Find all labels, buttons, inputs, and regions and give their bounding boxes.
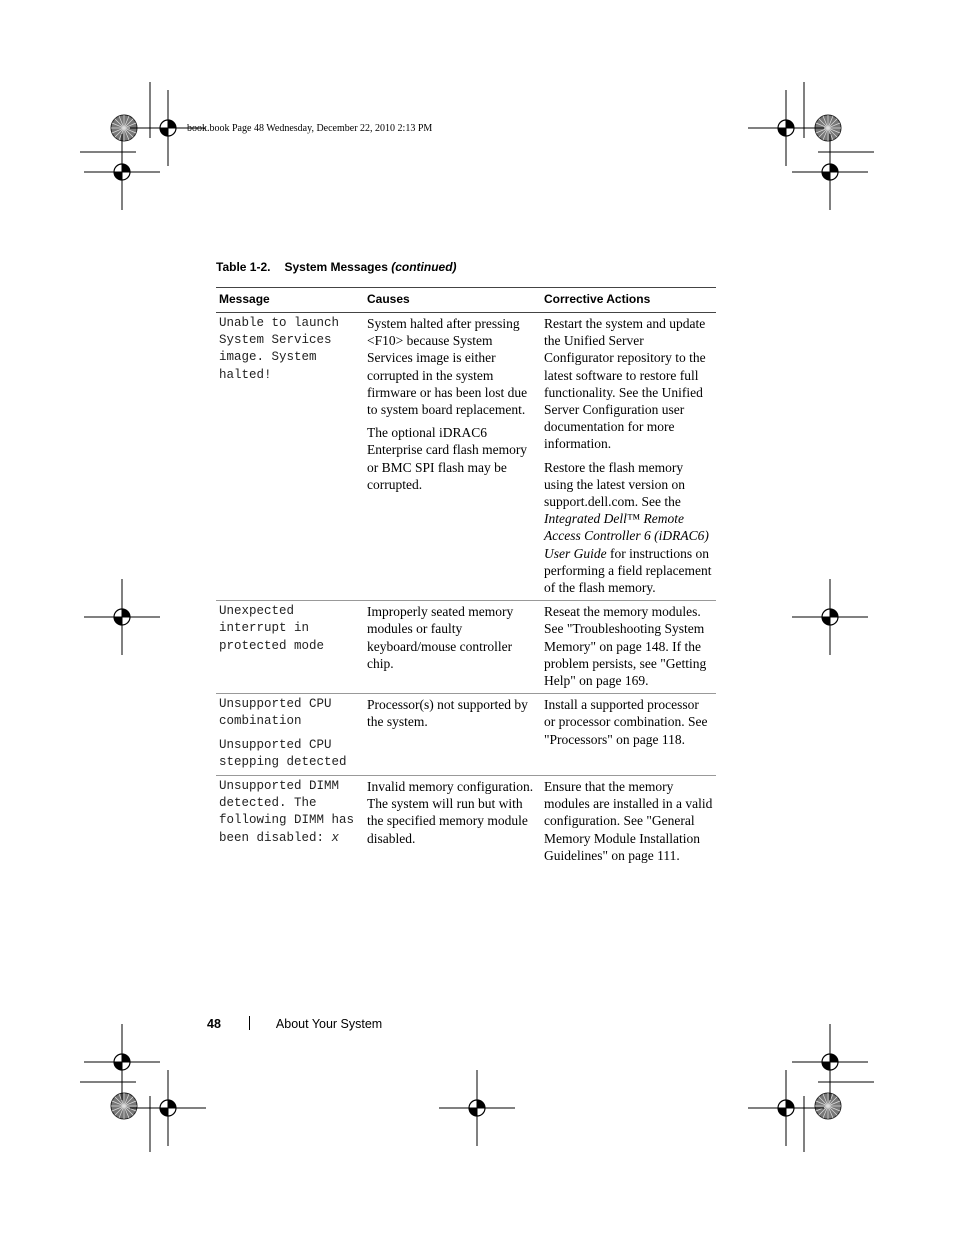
footer-divider [249, 1016, 250, 1030]
table-row [216, 313, 716, 601]
message-text: Unsupported CPU stepping detected [219, 737, 347, 769]
table-row [216, 601, 716, 694]
table-caption [216, 260, 457, 274]
message-cell [216, 313, 364, 601]
causes-cell [364, 313, 541, 601]
column-header-causes: Causes [364, 288, 541, 313]
message-text: Unexpected interrupt in protected mode [219, 604, 325, 653]
actions-cell [541, 601, 716, 694]
footer-section-title: About Your System [275, 1017, 383, 1031]
message-cell [216, 601, 364, 694]
table-title: System Messages [284, 260, 388, 274]
column-header-message: Message [216, 288, 364, 313]
action-text: Restart the system and update the Unified Server Configurator repository to the latest software to restore full functionality. See the Unified Server Configuration user documentation for more information. [544, 316, 706, 452]
causes-cell [364, 694, 541, 776]
table-continued: (continued) [391, 260, 457, 274]
cause-text: Improperly seated memory modules or faulty keyboard/mouse controller chip. [367, 604, 514, 671]
table-label: Table 1-2. [216, 260, 271, 274]
cause-text: The optional iDRAC6 Enterprise card flash memory or BMC SPI flash may be corrupted. [367, 425, 528, 492]
action-text: Reseat the memory modules. See "Troubleshooting System Memory" on page 148. If the problem persists, see "Getting Help" on page 169. [544, 604, 707, 689]
causes-cell [364, 776, 541, 869]
table-row [216, 776, 716, 869]
table-row [216, 694, 716, 776]
table-header-row [216, 288, 716, 313]
message-text: Unsupported CPU combination [219, 697, 332, 729]
message-text: Unable to launch System Services image. System halted! [219, 316, 340, 382]
system-messages-table [216, 287, 716, 868]
cause-text: System halted after pressing <F10> because System Services image is either corrupted in the system firmware or has been lost due to system board replacement. [367, 316, 528, 418]
print-header: book.book Page 48 Wednesday, December 22, 2010 2:13 PM [187, 123, 433, 134]
column-header-corrective-actions: Corrective Actions [541, 288, 716, 313]
action-text: Install a supported processor or processor combination. See "Processors" on page 118. [544, 697, 708, 747]
page-number: 48 [207, 1017, 221, 1031]
actions-cell [541, 313, 716, 601]
actions-cell [541, 776, 716, 869]
page-footer [207, 1016, 382, 1031]
message-text: Unsupported DIMM detected. The following DIMM has been disabled: x [219, 779, 355, 845]
action-text: Restore the flash memory using the latest version on support.dell.com. See the Integrated Dell™ Remote Access Controller 6 (iDRAC6) User Guide for instructions on performing a field replacement of the flash memory. [544, 459, 712, 596]
actions-cell [541, 694, 716, 776]
message-cell [216, 776, 364, 869]
message-cell [216, 694, 364, 776]
action-text: Ensure that the memory modules are installed in a valid configuration. See "General Memory Module Installation Guidelines" on page 111. [544, 779, 713, 863]
cause-text: Invalid memory configuration. The system will run but with the specified memory module disabled. [367, 779, 534, 846]
cause-text: Processor(s) not supported by the system. [367, 697, 528, 730]
causes-cell [364, 601, 541, 694]
